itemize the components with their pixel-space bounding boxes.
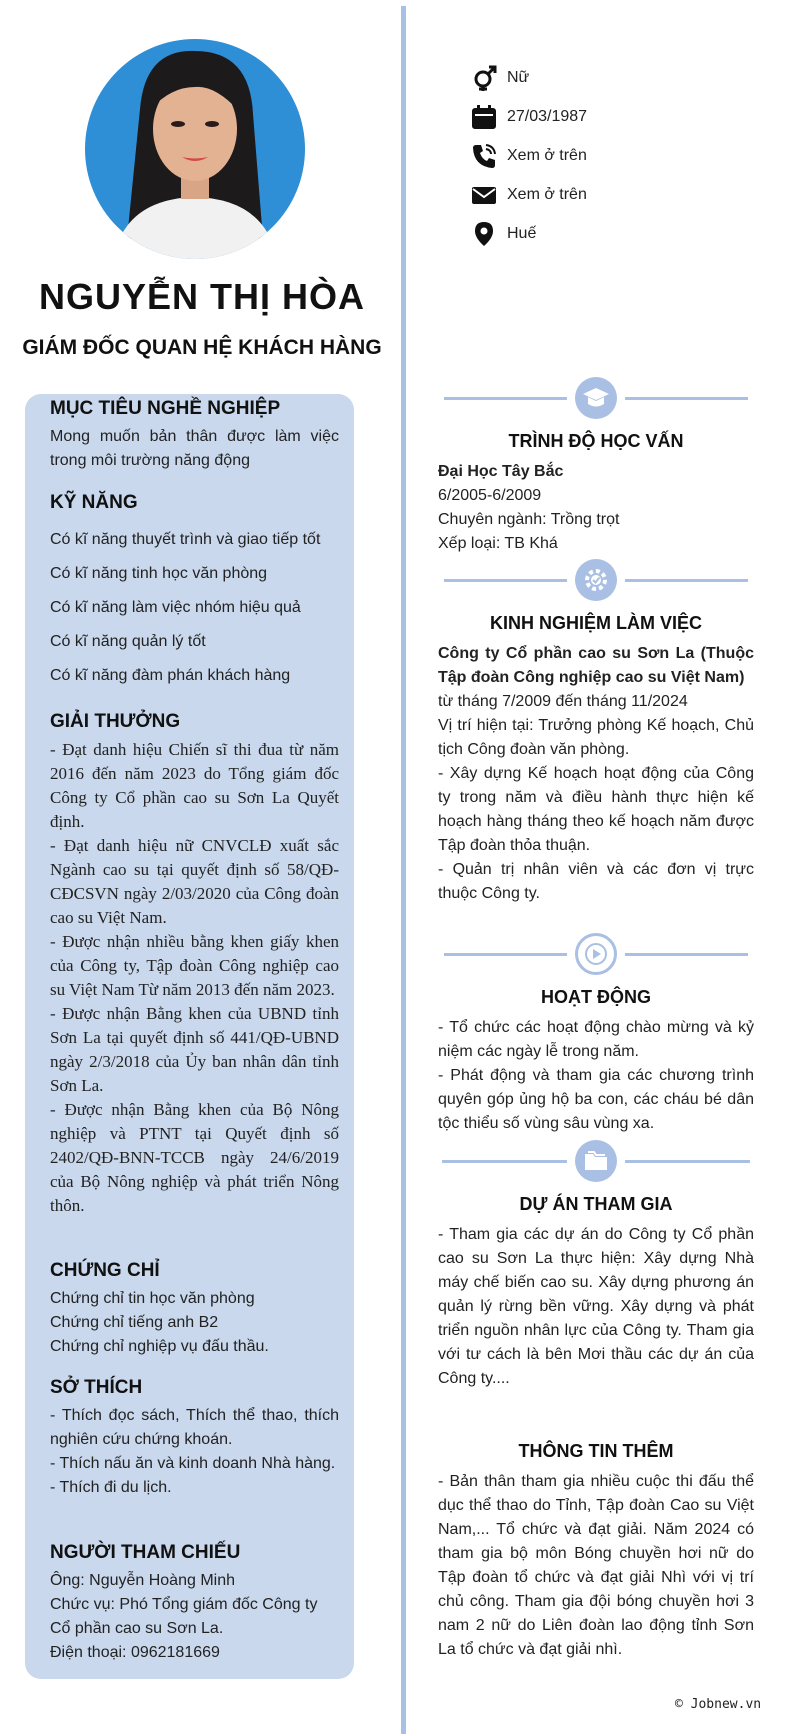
job-title: GIÁM ĐỐC QUAN HỆ KHÁCH HÀNG [22,336,382,359]
gender-value: Nữ [507,68,530,86]
award-item: - Được nhận Bằng khen của UBND tỉnh Sơn La tại quyết định số 441/QĐ-UBND ngày 2/3/2018 của Ủy ban nhân dân tỉnh Sơn La. [50,1004,339,1095]
certificate-item: Chứng chỉ tin học văn phòng [50,1290,255,1307]
projects-text: - Tham gia các dự án do Công ty Cổ phần cao su Sơn La thực hiện: Xây dựng Nhà máy chế biến cao su. Xây dựng phương án quản lý rừng bền vững. Xây dựng và phát triển nguồn nhân lực của Công ty. Tham gia với tư cách là bên Mơi thầu các dự án của Công ty.... [438,1226,754,1387]
footer-credit: © Jobnew.vn [675,1697,762,1712]
experience-item: - Quản trị nhân viên và các đơn vị trực thuộc Công ty. [438,861,754,902]
objective-title: MỤC TIÊU NGHỀ NGHIỆP [50,398,281,419]
skill-item: Có kĩ năng thuyết trình và giao tiếp tốt [50,531,321,548]
hobby-item: - Thích đọc sách, Thích thể thao, thích nghiên cứu chứng khoán. [50,1407,339,1448]
certificate-item: Chứng chỉ tiếng anh B2 [50,1314,219,1331]
skills-title: KỸ NĂNG [50,492,138,513]
gender-icon [470,64,498,92]
award-item: - Được nhận Bằng khen của Bộ Nông nghiệp và PTNT tại Quyết định số 2402/QĐ-BNN-TCCB ngày 24/6/2019 của Bộ Nông nghiệp và phát triển Nông thôn. [50,1100,339,1215]
certificates-title: CHỨNG CHỈ [50,1260,160,1281]
contact-email[interactable] [470,175,587,214]
education-title: TRÌNH ĐỘ HỌC VẤN [508,431,684,451]
experience-section [438,557,754,906]
award-item: - Đạt danh hiệu nữ CNVCLĐ xuất sắc Ngành cao su tại quyết định số 58/QĐ-CĐCSVN ngày 2/03/2020 của Công đoàn cao su Việt Nam. [50,836,339,927]
graduation-cap-icon [575,377,617,419]
hobbies-section [50,1375,339,1500]
contact-phone[interactable] [470,136,587,175]
avatar [85,39,305,259]
awards-title: GIẢI THƯỞNG [50,711,181,732]
hobbies-title: SỞ THÍCH [50,1377,143,1398]
additional-title: THÔNG TIN THÊM [518,1441,674,1461]
candidate-name: NGUYỄN THỊ HÒA [38,276,365,317]
projects-section [438,1138,754,1391]
calendar-icon [470,103,498,131]
contact-dob [470,97,587,136]
education-period: 6/2005-6/2009 [438,487,542,504]
email-icon [470,181,498,209]
education-section [438,375,754,556]
location-icon [470,220,498,248]
skills-section [50,490,339,698]
hobby-item: - Thích đi du lịch. [50,1479,172,1496]
play-icon [575,933,617,975]
certificate-item: Chứng chỉ nghiệp vụ đấu thầu. [50,1338,269,1355]
projects-title: DỰ ÁN THAM GIA [519,1194,673,1214]
additional-section [438,1431,754,1662]
phone-icon [470,142,498,170]
additional-text: - Bản thân tham gia nhiều cuộc thi đấu thể dục thể thao do Tỉnh, Tập đoàn Cao su Việt Nam,... Tổ chức và đạt giải. Năm 2024 có tham gia bộ môn Bóng chuyền hơi nữ do Tập đoàn tổ chức và đạt giải Nhì với vị trí chủ công. Tham gia đội bóng chuyền hơi 3 nam 2 nữ do Liên đoàn lao động tỉnh Sơn La tổ chức và đạt giải nhì. [438,1473,754,1658]
skill-item: Có kĩ năng làm việc nhóm hiệu quả [50,599,301,616]
activities-title: HOẠT ĐỘNG [541,987,651,1007]
reference-item: Ông: Nguyễn Hoàng Minh [50,1572,235,1589]
activity-item: - Tổ chức các hoạt động chào mừng và kỷ niệm các ngày lễ trong năm. [438,1019,754,1060]
reference-item: Điện thoại: 0962181669 [50,1644,220,1661]
experience-period: từ tháng 7/2009 đến tháng 11/2024 [438,693,688,710]
contact-list [470,58,587,253]
certificates-section [50,1258,339,1359]
contact-address [470,214,587,253]
gear-badge-icon [575,559,617,601]
experience-title: KINH NGHIỆM LÀM VIỆC [489,613,702,633]
activities-section [438,931,754,1136]
objective-text: Mong muốn bản thân được làm việc trong môi trường năng động [50,428,339,469]
references-section [50,1540,339,1665]
experience-company: Công ty Cổ phần cao su Sơn La (Thuộc Tập đoàn Công nghiệp cao su Việt Nam) [438,645,754,686]
award-item: - Đạt danh hiệu Chiến sĩ thi đua từ năm 2016 đến năm 2023 do Tổng giám đốc Công ty Cổ phần cao su Sơn La Quyết định. [50,740,339,831]
phone-value: Xem ở trên [507,146,587,164]
skill-item: Có kĩ năng đàm phán khách hàng [50,667,291,684]
contact-gender [470,58,587,97]
address-value: Huế [507,224,537,242]
folder-icon [575,1140,617,1182]
column-divider [401,6,406,1734]
dob-value: 27/03/1987 [507,107,588,125]
award-item: - Được nhận nhiều bằng khen giấy khen của Công ty, Tập đoàn Công nghiệp cao su Việt Nam Từ năm 2013 đến năm 2023. [50,932,339,999]
skill-item: Có kĩ năng quản lý tốt [50,633,206,650]
activity-item: - Phát động và tham gia các chương trình quyên góp ủng hộ ba con, các cháu bé dân tộc thiểu số vùng sâu vùng xa. [438,1067,754,1132]
references-title: NGƯỜI THAM CHIẾU [50,1542,241,1563]
experience-item: - Xây dựng Kế hoạch hoạt động của Công ty trong năm và điều hành thực hiện kế hoạch hàng tháng theo kế hoạch năm được Tập đoàn thỏa thuận. [438,765,754,854]
education-school: Đại Học Tây Bắc [438,463,564,480]
experience-item: Vị trí hiện tại: Trưởng phòng Kế hoạch, Chủ tịch Công đoàn văn phòng. [438,717,754,758]
hobby-item: - Thích nấu ăn và kinh doanh Nhà hàng. [50,1455,336,1472]
education-major: Chuyên ngành: Trồng trọt [438,511,620,528]
email-value: Xem ở trên [507,185,587,203]
reference-item: Chức vụ: Phó Tổng giám đốc Công ty Cổ phần cao su Sơn La. [50,1596,318,1637]
education-grade: Xếp loại: TB Khá [438,535,558,552]
objective-section [50,396,339,473]
awards-section [50,709,339,1218]
skill-item: Có kĩ năng tinh học văn phòng [50,565,268,582]
